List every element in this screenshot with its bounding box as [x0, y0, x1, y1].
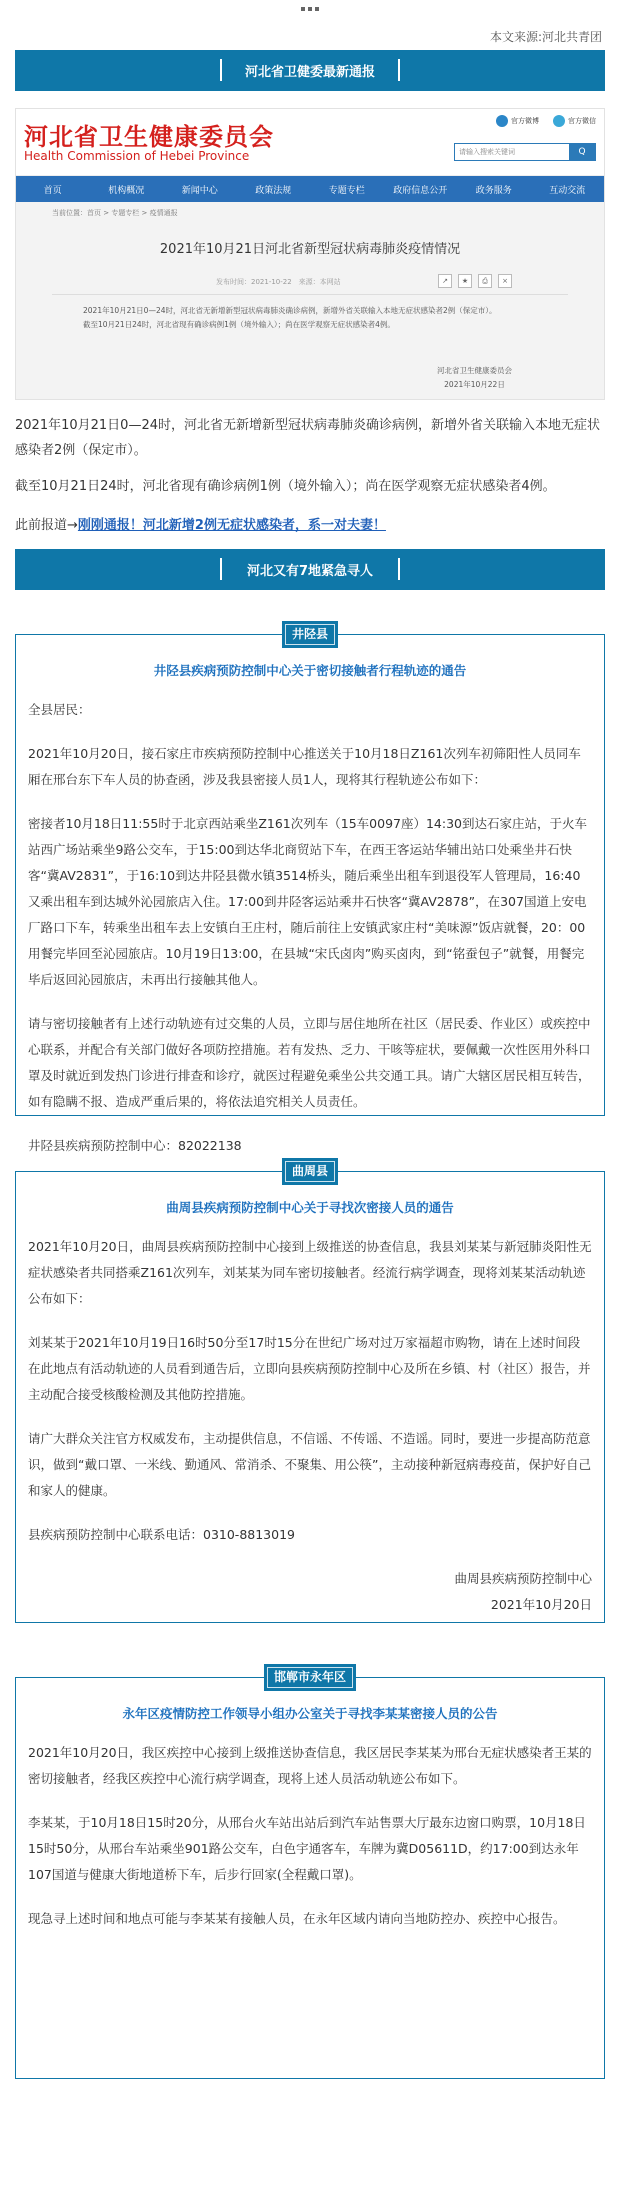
report-paragraph: 截至10月21日24时，河北省现有确诊病例1例（境外输入）；尚在医学观察无症状感染者4例。	[15, 479, 556, 494]
section-banner: 河北又有7地紧急寻人	[15, 549, 605, 589]
source-line: 本文来源:河北共青团	[489, 30, 602, 44]
nav-item[interactable]: 新闻中心	[181, 185, 218, 196]
earlier-prefix: 此前报道→	[15, 518, 78, 533]
search-input[interactable]: 请输入搜索关键词	[459, 148, 515, 156]
notice-body	[16, 1722, 604, 1932]
notice-paragraph: 李某某，于10月18日15时20分，从邢台火车站出站后到汽车站售票大厅最东边窗口购票，10月18日15时50分，从邢台车站乘坐901路公交车，白色宇通客车，车牌为冀D05611D，约17:00到达永年107国道与健康大街地道桥下车，后步行回家(全程戴口罩)。	[28, 1815, 586, 1882]
article-title: 2021年10月21日河北省新型冠状病毒肺炎疫情情况	[159, 242, 461, 257]
sign-org: 河北省卫生健康委员会	[437, 366, 512, 375]
nav-item[interactable]: 专题专栏	[328, 185, 365, 196]
notice-body	[16, 1216, 604, 1618]
nav-item[interactable]: 政策法规	[255, 185, 292, 196]
notice-paragraph: 请与密切接触者有上述行动轨迹有过交集的人员，立即与居住地所在社区（居民委、作业区）或疾控中心联系，并配合有关部门做好各项防控措施。若有发热、乏力、干咳等症状，要佩戴一次性医用外科口罩及时就近到发热门诊进行排查和诊疗，就医过程避免乘坐公共交通工具。请广大辖区居民相互转告，如有隐瞒不报、造成严重后果的，将依法追究相关人员责任。	[28, 1016, 591, 1109]
divider	[15, 90, 605, 91]
region-tag: 井陉县	[282, 621, 338, 648]
article-body	[68, 304, 544, 332]
close-icon[interactable]: ×	[498, 274, 512, 288]
website-screenshot	[15, 108, 605, 400]
notice-paragraph: 2021年10月20日，我区疾控中心接到上级推送协查信息，我区居民李某某为邢台无症状感染者王某的密切接触者，经我区疾控中心流行病学调查，现将上述人员活动轨迹公布如下。	[28, 1745, 592, 1786]
sign-org: 曲周县疾病预防控制中心	[454, 1571, 592, 1586]
notice-paragraph: 2021年10月20日，接石家庄市疾病预防控制中心推送关于10月18日Z161次列车初筛阳性人员同车厢在邢台东下车人员的协查函，涉及我县密接人员1人，现将其行程轨迹公布如下：	[28, 746, 581, 787]
social-links	[496, 115, 596, 127]
notice-body	[16, 679, 604, 1159]
site-name-cn: 河北省卫生健康委员会	[24, 122, 274, 151]
site-header	[16, 109, 604, 176]
region-tag: 曲周县	[282, 1158, 338, 1185]
article-paragraph: 截至10月21日24时，河北省现有确诊病例1例（境外输入）；尚在医学观察无症状感染者4例。	[83, 320, 395, 329]
weibo-link[interactable]	[496, 115, 539, 127]
report-paragraph: 2021年10月21日0—24时，河北省无新增新型冠状病毒肺炎确诊病例，新增外省关联输入本地无症状感染者2例（保定市）。	[15, 418, 600, 458]
site-nav	[16, 176, 604, 202]
nav-item[interactable]: 政府信息公开	[393, 185, 448, 196]
notice-paragraph: 请广大群众关注官方权威发布，主动提供信息，不信谣、不传谣、不造谣。同时，要进一步提高防范意识，做到“戴口罩、一米线、勤通风、常消杀、不聚集、用公筷”，主动接种新冠病毒疫苗，保护好自己和家人的健康。	[28, 1431, 591, 1498]
nav-item[interactable]: 政务服务	[475, 185, 512, 196]
article-meta: 发布时间：2021-10-22 来源：本网站	[216, 278, 341, 286]
weibo-label: 官方微博	[511, 117, 539, 125]
nav-item[interactable]: 互动交流	[549, 185, 586, 196]
divider	[15, 589, 605, 590]
sign-date: 2021年10月22日	[444, 380, 505, 389]
share-icon[interactable]: ↗	[438, 274, 452, 288]
notice-paragraph: 全县居民：	[28, 702, 91, 717]
notice-paragraph: 密接者10月18日11:55时于北京西站乘坐Z161次列车（15车0097座）14:30到达石家庄站，于火车站西广场站乘坐9路公交车，于15:00到达华北商贸站下车，在西王客运站华辅出站口处乘坐井石快客“冀AV2831”，于16:10到达井陉县微水镇3514桥头，随后乘坐出租车到退役军人管理局，16:40又乘出租车到达城外沁园旅店入住。17:00到井陉客运站乘井石快客“冀AV2878”，在307国道上安电厂路口下车，转乘坐出租车去上安镇白王庄村，随后前往上安镇武家庄村“美味源”饭店就餐，20：00用餐完毕回至沁园旅店。10月19日13:00，在县城“宋氏卤肉”购买卤肉，到“铭蚕包子”就餐，用餐完毕后返回沁园旅店，未再出行接触其他人。	[28, 816, 587, 987]
contact-phone: 井陉县疾病预防控制中心：82022138	[28, 1138, 242, 1153]
region-tag: 邯郸市永年区	[264, 1664, 356, 1691]
notice-jingxing	[15, 627, 605, 1153]
notice-title: 曲周县疾病预防控制中心关于寻找次密接人员的通告	[166, 1200, 454, 1215]
site-name-en: Health Commission of Hebei Province	[24, 149, 250, 163]
headline-banner: 河北省卫健委最新通报	[15, 50, 605, 90]
notice-yongnian	[15, 1670, 605, 2079]
earlier-report	[15, 513, 605, 538]
top-handle	[0, 0, 620, 26]
notice-paragraph: 现急寻上述时间和地点可能与李某某有接触人员，在永年区域内请向当地防控办、疾控中心报告。	[28, 1911, 566, 1926]
nav-item[interactable]: 首页	[43, 185, 62, 196]
earlier-report-link[interactable]: 刚刚通报！河北新增2例无症状感染者，系一对夫妻！	[77, 518, 386, 533]
bookmark-icon[interactable]: ★	[458, 274, 472, 288]
notice-quzhou	[15, 1164, 605, 1623]
sign-date: 2021年10月20日	[490, 1597, 592, 1612]
breadcrumb: 当前位置：首页 > 专题专栏 > 疫情通报	[52, 209, 178, 217]
wechat-icon	[553, 115, 565, 127]
notice-title: 井陉县疾病预防控制中心关于密切接触者行程轨迹的通告	[153, 663, 467, 678]
wechat-label: 官方微信	[568, 117, 596, 125]
weibo-icon	[496, 115, 508, 127]
notice-paragraph: 刘某某于2021年10月19日16时50分至17时15分在世纪广场对过万家福超市购物，请在上述时间段在此地点有活动轨迹的人员看到通告后，立即向县疾病预防控制中心及所在乡镇、村（社区）报告，并主动配合接受核酸检测及其他防控措施。	[28, 1335, 591, 1402]
search-button[interactable]: Q	[569, 144, 595, 160]
print-icon[interactable]: ⎙	[478, 274, 492, 288]
article-paragraph: 2021年10月21日0—24时，河北省无新增新型冠状病毒肺炎确诊病例，新增外省关联输入本地无症状感染者2例（保定市）。	[83, 306, 497, 315]
divider	[52, 294, 568, 295]
notice-paragraph: 2021年10月20日，曲周县疾病预防控制中心接到上级推送的协查信息，我县刘某某与新冠肺炎阳性无症状感染者共同搭乘Z161次列车，刘某某为同车密切接触者。经流行病学调查，现将刘某某活动轨迹公布如下：	[28, 1239, 592, 1306]
article-signature	[437, 364, 512, 392]
contact-phone: 县疾病预防控制中心联系电话：0310-8813019	[28, 1527, 295, 1542]
wechat-link[interactable]	[553, 115, 596, 127]
share-tools	[438, 274, 512, 288]
nav-item[interactable]: 机构概况	[108, 185, 145, 196]
site-search[interactable]	[454, 143, 596, 161]
notice-title: 永年区疫情防控工作领导小组办公室关于寻找李某某密接人员的公告	[122, 1706, 498, 1721]
